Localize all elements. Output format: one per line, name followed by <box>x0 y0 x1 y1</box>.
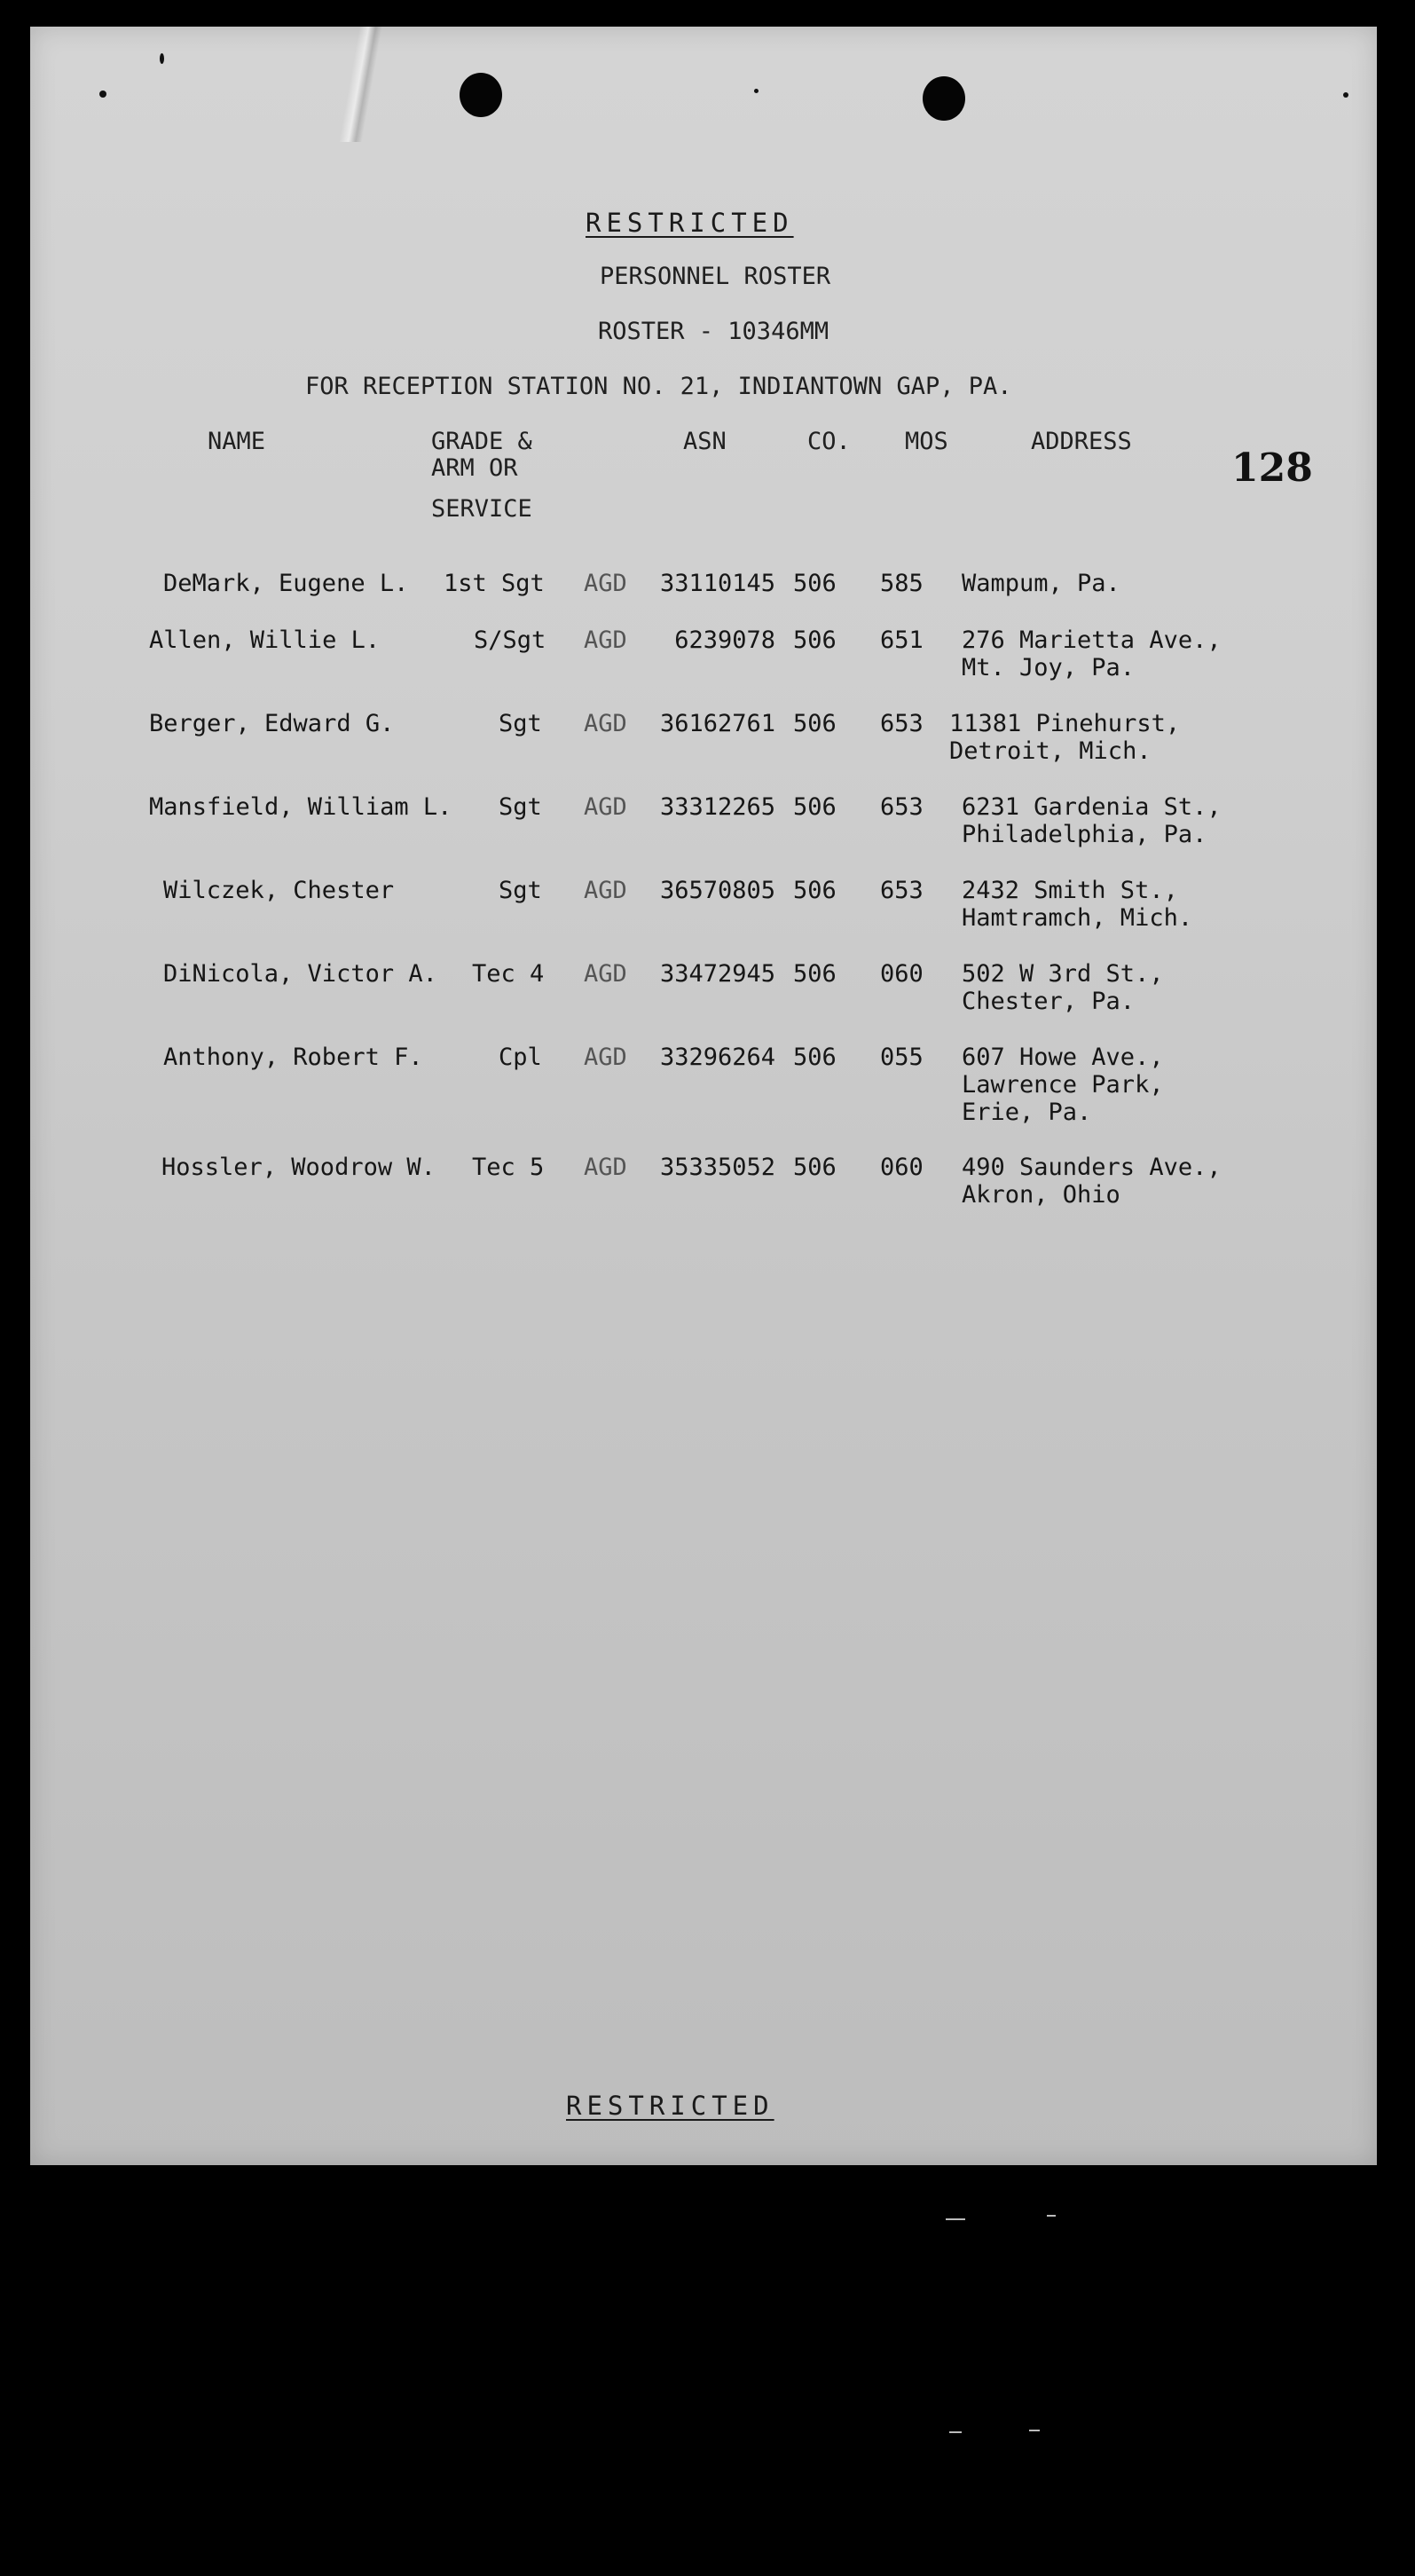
row-arm: AGD <box>584 960 627 988</box>
row-name: Allen, Willie L. <box>149 626 381 654</box>
row-co: 506 <box>793 1044 837 1071</box>
row-name: Hossler, Woodrow W. <box>161 1154 436 1181</box>
row-arm: AGD <box>584 626 627 654</box>
row-grade: Cpl <box>499 1044 542 1071</box>
row-address-line: 11381 Pinehurst, <box>949 710 1181 737</box>
row-address-line: 6231 Gardenia St., <box>962 793 1222 821</box>
row-name: Mansfield, William L. <box>149 793 452 821</box>
row-grade: S/Sgt <box>474 626 546 654</box>
row-name: DeMark, Eugene L. <box>163 570 409 597</box>
column-header-mos: MOS <box>905 428 948 455</box>
row-name: Berger, Edward G. <box>149 710 395 737</box>
row-co: 506 <box>793 793 837 821</box>
classification-bottom: RESTRICTED <box>566 2091 774 2121</box>
row-grade: Sgt <box>499 877 542 904</box>
row-co: 506 <box>793 710 837 737</box>
column-header-address: ADDRESS <box>1031 428 1132 455</box>
row-asn: 36162761 <box>659 710 775 737</box>
row-address-line: Akron, Ohio <box>962 1181 1120 1209</box>
row-co: 506 <box>793 626 837 654</box>
speck <box>160 53 164 64</box>
row-arm: AGD <box>584 570 627 597</box>
row-mos: 653 <box>880 793 924 821</box>
paper-sheet <box>30 27 1377 2165</box>
row-mos: 055 <box>880 1044 924 1071</box>
column-header-asn: ASN <box>683 428 727 455</box>
row-grade: Sgt <box>499 793 542 821</box>
row-name: Anthony, Robert F. <box>163 1044 423 1071</box>
row-mos: 653 <box>880 710 924 737</box>
row-arm: AGD <box>584 1154 627 1181</box>
punch-hole-left <box>460 73 502 117</box>
row-address-line: Philadelphia, Pa. <box>962 821 1207 848</box>
row-co: 506 <box>793 877 837 904</box>
speck <box>99 91 106 98</box>
row-asn: 35335052 <box>659 1154 775 1181</box>
scan-mark <box>949 2431 962 2433</box>
row-asn: 33312265 <box>659 793 775 821</box>
column-header-service: SERVICE <box>431 495 532 523</box>
row-asn: 33296264 <box>659 1044 775 1071</box>
row-name: DiNicola, Victor A. <box>163 960 437 988</box>
row-address-line: 2432 Smith St., <box>962 877 1178 904</box>
row-name: Wilczek, Chester <box>163 877 395 904</box>
row-arm: AGD <box>584 793 627 821</box>
roster-title: PERSONNEL ROSTER <box>600 263 831 290</box>
row-address-line: Wampum, Pa. <box>962 570 1120 597</box>
row-address-line: Detroit, Mich. <box>949 737 1152 765</box>
punch-hole-right <box>923 76 965 121</box>
speck <box>1343 92 1348 98</box>
row-asn: 33472945 <box>659 960 775 988</box>
row-co: 506 <box>793 960 837 988</box>
row-address-line: Mt. Joy, Pa. <box>962 654 1136 681</box>
column-header-name: NAME <box>208 428 266 455</box>
row-arm: AGD <box>584 710 627 737</box>
row-asn: 6239078 <box>674 626 775 654</box>
row-mos: 060 <box>880 1154 924 1181</box>
row-mos: 653 <box>880 877 924 904</box>
scan-mark <box>1047 2215 1056 2217</box>
row-asn: 36570805 <box>659 877 775 904</box>
row-co: 506 <box>793 1154 837 1181</box>
row-grade: Tec 5 <box>472 1154 545 1181</box>
scan-mark <box>946 2218 965 2220</box>
column-header-grade: GRADE & <box>431 428 532 455</box>
row-address-line: 607 Howe Ave., <box>962 1044 1164 1071</box>
roster-subtitle: FOR RECEPTION STATION NO. 21, INDIANTOWN GAP, PA. <box>305 373 1012 400</box>
row-mos: 651 <box>880 626 924 654</box>
row-co: 506 <box>793 570 837 597</box>
row-grade: Tec 4 <box>472 960 545 988</box>
column-header-co: CO. <box>807 428 851 455</box>
row-grade: 1st Sgt <box>444 570 545 597</box>
row-arm: AGD <box>584 877 627 904</box>
row-asn: 33110145 <box>659 570 775 597</box>
row-address-line: Lawrence Park, <box>962 1071 1164 1099</box>
row-mos: 060 <box>880 960 924 988</box>
classification-top: RESTRICTED <box>586 208 794 238</box>
row-address-line: Chester, Pa. <box>962 988 1136 1015</box>
speck <box>754 89 759 93</box>
row-address-line: 502 W 3rd St., <box>962 960 1164 988</box>
column-header-arm: ARM OR <box>431 454 518 482</box>
row-grade: Sgt <box>499 710 542 737</box>
row-address-line: Erie, Pa. <box>962 1099 1092 1126</box>
row-address-line: 490 Saunders Ave., <box>962 1154 1222 1181</box>
row-mos: 585 <box>880 570 924 597</box>
roster-id: ROSTER - 10346MM <box>598 318 829 345</box>
page-number: 128 <box>1231 445 1313 491</box>
row-address-line: Hamtramch, Mich. <box>962 904 1193 932</box>
row-address-line: 276 Marietta Ave., <box>962 626 1222 654</box>
paper-tear <box>323 27 394 142</box>
scan-mark <box>1029 2430 1040 2431</box>
row-arm: AGD <box>584 1044 627 1071</box>
